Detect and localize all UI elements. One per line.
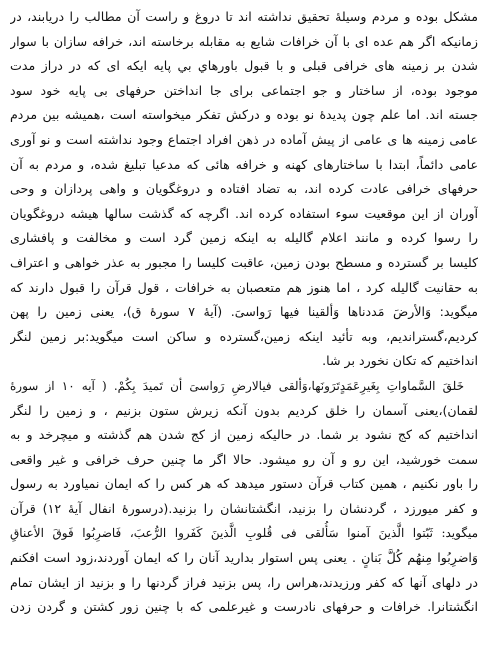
text-line: آوران از این موقعیت سوء استفاده کرده اند. اگرچه که گذشت سالها هیشه دروغگویان	[10, 205, 478, 221]
text-line: سمت خورشید، این رو و آن رو میشود. حالا اگر ما چنین حرف خرافی و غیر واقعی	[10, 451, 478, 467]
paragraph-2	[10, 374, 478, 620]
text-line: میگوید: وَالأرضَ مَددناها وَألقینا فیها رَواسیَ. (آیهٔ ۷ سورهٔ ق)، یعنی زمین را پهن	[10, 304, 478, 320]
text-line: زمانیکه اگر هم عده ای با آن خرافات شایع به مقابله برخاسته اند، خرافه سازان با سوار	[10, 33, 478, 49]
text-line: کلیسا بر گسترده و مسطح بودن زمین، عاقبت کلیسا را مجبور به عذر خواهی و اعتراف	[10, 254, 478, 270]
text-line: انداختیم که کج نشود بر شما. در حالیکه زمین از کج شدن هم گذشته و میچرخد و به	[10, 427, 478, 443]
text-line: را باور نکنیم ، همین کتاب قرآن دستور میدهد که هر کس را که ایمان نمیاورد به رسول	[10, 476, 478, 492]
verse-line: میگوید: ثَبّتوا الَّذینَ آمنوا سَأُلقی فی قُلوبِ الَّذینَ کَفَروا الرُّعبَ، فَاضرِبُوا فَوقَ الأعناقِ	[10, 526, 478, 541]
text-line: حرفهای خرافی عادت کرده اند، به تضاد افتاده و دروغگویان و واهی پردازان و وحی	[10, 181, 478, 197]
text-line: عامی زمینه ها ی عامی از پیش آماده در ذهن افراد اجتماع وجود نداشته است و نو آوری	[10, 131, 478, 147]
text-line: به حقانیت گالیله کرد ، اما هنوز هم متعصبان به خرافات ، قول قرآن را قبول دارند که	[10, 279, 478, 295]
text-line: وَاضرِبُوا مِنهُم کُلَّ بَنانٍ . یعنی پس استوار بدارید آنان را که ایمان آوردند،زود است افکنم	[10, 550, 478, 566]
text-line: موجود بوده، از ساختار و جو اجتماعی برای جا انداختن حرفهای بی پایه خود سود	[10, 82, 478, 98]
verse-line: خَلقَ السَّماواتِ بِغَیرِعَمَدٍتَرَونَها،وَألقی فیالارضِ رَواسیَ أن تَمیدَ بِکُمْ. ( آیه ۱۰ از سورهٔ	[10, 378, 464, 393]
document-page	[10, 5, 478, 645]
text-line: شدن بر زمینه های خرافی قبلی و با قبول باورهاي بي پايه ایکه ای که در دراز مدت	[10, 58, 478, 74]
text-line: و کفر میورزد ، گردنشان را بزنید، انگشتانشان را بزنید.(درسورهٔ انفال آیهٔ ۱۲) قرآن	[10, 500, 478, 516]
paragraph-1	[10, 5, 478, 374]
text-line: را رسوا کرده و مانند اعلام گالیله به اینکه زمین گرد است و مخالفت و پافشاری	[10, 230, 478, 246]
text-line: لقمان)،یعنی آسمان را خلق کردیم بدون آنکه زیرش ستون بزنیم ، و زمین را لنگر	[10, 402, 478, 418]
text-line: انداختیم که تکان نخورد بر شا.	[322, 353, 478, 369]
text-line: عامی دائماً، ابتدا با ساختارهای کهنه و خرافه هائی که مدعیا تبلیغ شده، و مردم به آن	[10, 156, 478, 172]
text-line: کردیم،گستراندیم، وبه تأئید اینکه زمین،گسترده و ساکن است میگوید:بر زمین لنگر	[10, 328, 478, 344]
text-line: جسته اند. اما علم چون پدیدهٔ نو بوده و درکش تفکر میخواسته است ،همیشه بین مردم	[10, 107, 478, 123]
text-line: مشکل بوده و مردم وسیلهٔ تحقیق نداشته اند تا دروغ و راست آن مطالب را دریابند، در	[10, 9, 478, 24]
text-line: انگشتانرا. خرافات و حرفهای نادرست و غیرعلمی که با چنین زور کشتن و گردن زدن	[10, 599, 478, 615]
text-line: در دلهای آنها که کفر ورزیدند،هراس را، پس بزنید فراز گردنها را و بزنید از ایشان تمام	[10, 574, 478, 590]
